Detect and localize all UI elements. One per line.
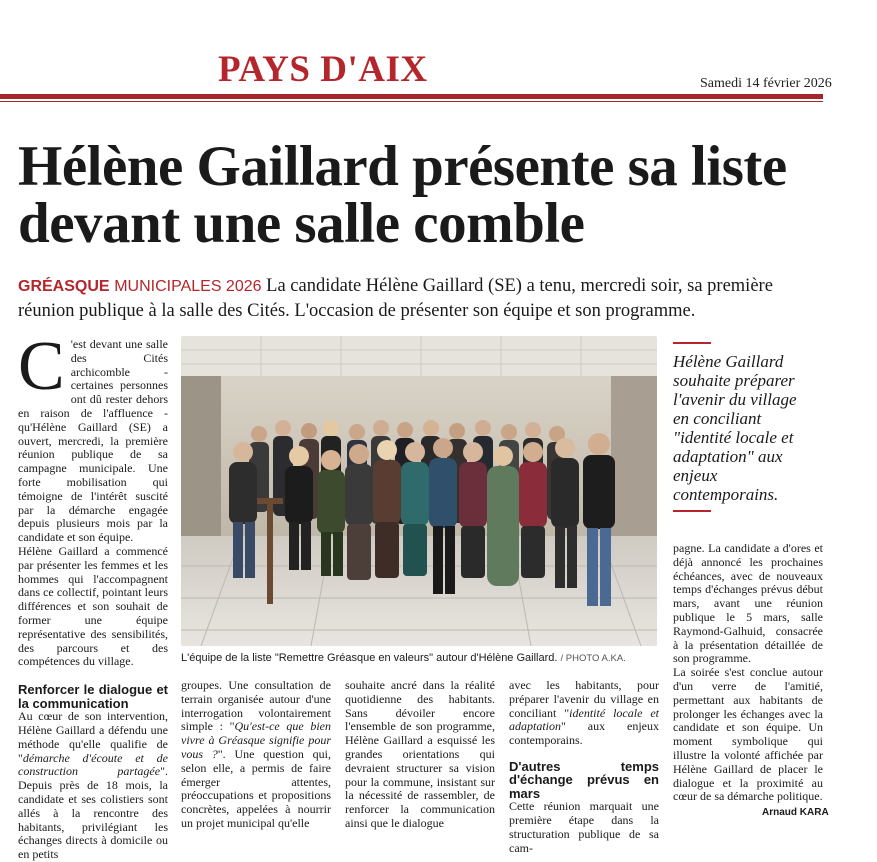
subheading-dialogue: Renforcer le dialogue et la communication — [18, 682, 168, 711]
col4-text-end: " aux enjeux contemporains. — [509, 719, 659, 748]
col2-quote: Qu'est-ce que bien vivre à Gréasque signifie pour vous ? — [181, 719, 331, 761]
pull-quote: Hélène Gaillard souhaite préparer l'avenir du village en conciliant "identité locale et adaptation" aux enjeux contemporains. — [673, 352, 797, 504]
paragraph-1: 'est devant une salle des Cités archicomble - certaines personnes ont dû rester dehors en raison de l'affluence - qu'Hélène Gaillard (SE) a ouvert, mercredi, la première réunion publique de sa campagne municipale. Une forte mobilisation qui témoigne de l'intérêt suscité par la démarche engagée depuis plusieurs mois par la candidate et son équipe. — [18, 337, 168, 545]
article-lead — [18, 274, 808, 323]
col4-text-final: Cette réunion marquait une première étape dans la structuration publique de sa cam- — [509, 799, 659, 855]
header-rule — [0, 94, 823, 99]
col4-quote: identité locale et adaptation — [509, 705, 659, 734]
lead-kicker-topic: MUNICIPALES 2026 — [114, 278, 262, 295]
quote-rule-top — [673, 342, 711, 344]
paragraph-2: Hélène Gaillard a commencé par présenter les femmes et les hommes qui l'accompagnent dans ce collectif, pointant leurs différences et son souhait de former une équipe représentative des sensibilités, des parcours et des compétences du village. — [18, 543, 168, 669]
column-4 — [509, 679, 659, 856]
col3-text: souhaite ancré dans la réalité quotidienne des habitants. Sans dévoiler encore l'ensemble de son programme, Hélène Gaillard a esquissé les grandes orientations qui devraient structurer sa vision pour la commune, insistant sur la nécessité de rassembler, de renforcer la communication ainsi que le dialogue — [345, 678, 495, 830]
col5-text-1: pagne. La candidate a d'ores et déjà annoncé les prochaines échéances, avec de nouveaux temps d'échanges prévus début mars, avant une réunion publique le 5 mars, salle Raymond-Galhuid, consacrée à la présentation détaillée de son programme. — [673, 541, 823, 666]
quote-rule-bottom — [673, 510, 711, 512]
photo-credit: / PHOTO A.KA. — [560, 653, 626, 664]
issue-date: Samedi 14 février 2026 — [700, 76, 832, 91]
column-5 — [673, 542, 823, 804]
team-photo — [181, 336, 657, 646]
col4-text-start: avec les habitants, pour préparer l'avenir du village en conciliant " — [509, 678, 659, 720]
section-title: PAYS D'AIX — [218, 49, 428, 90]
paragraph-3-end: ". Depuis près de 18 mois, la candidate et ses colistiers sont allés à la rencontre des habitants, privilégiant les échanges directs à domicile ou en petits — [18, 764, 168, 862]
paragraph-3-quote: démarche d'écoute et de construction partagée — [18, 750, 168, 779]
header-rule-thin — [0, 101, 823, 102]
photo-caption — [181, 652, 661, 665]
article-headline: Hélène Gaillard présente sa liste devant une salle comble — [18, 135, 787, 255]
paragraph-3-start: Au cœur de son intervention, Hélène Gaillard a défendu une méthode qu'elle qualifie de " — [18, 709, 168, 765]
caption-text: L'équipe de la liste "Remettre Gréasque en valeurs" autour d'Hélène Gaillard. — [181, 652, 558, 664]
drop-cap: C — [18, 328, 65, 405]
subheading-mars: D'autres temps d'échange prévus en mars — [509, 758, 659, 801]
col2-text-end: ". Une question qui, selon elle, a permis de faire émerger attentes, préoccupations et propositions concrètes, appelées à nourrir un projet municipal qu'elle — [181, 746, 332, 830]
lead-text: La candidate Hélène Gaillard (SE) a tenu, mercredi soir, sa première réunion publique à la salle des Cités. L'occasion de présenter son équipe et son programme. — [18, 276, 773, 321]
author-signature: Arnaud KARA — [762, 807, 829, 818]
lead-kicker-place: GRÉASQUE — [18, 278, 110, 295]
column-2 — [181, 679, 331, 831]
column-1 — [18, 328, 168, 862]
col5-text-2: La soirée s'est conclue autour d'un verre de l'amitié, permettant aux habitants de prolonger les échanges avec la candidate et son équipe. Un moment symbolique qui illustre la volonté affichée par Hélène Gaillard de placer le dialogue et la proximité au cœur de sa démarche politique. — [673, 665, 823, 804]
column-3 — [345, 679, 495, 831]
col2-text-start: groupes. Une consultation de terrain organisée autour d'une interrogation volontairement simple : " — [181, 678, 331, 734]
